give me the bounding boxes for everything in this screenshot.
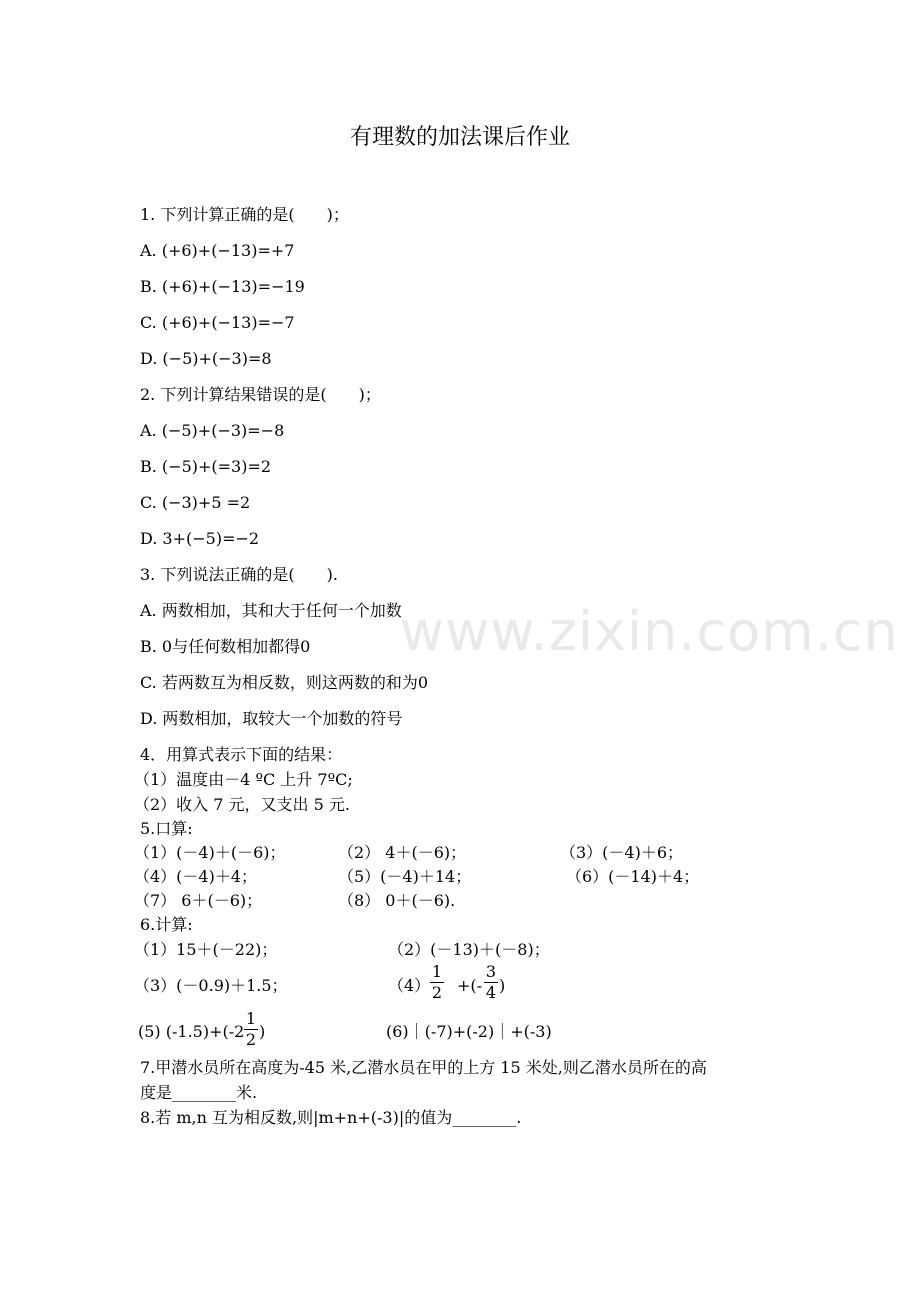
fraction-denominator: 2	[245, 1030, 257, 1049]
q5-item-4: （4）(－4)＋4；	[134, 867, 258, 886]
q8-line: 8.若 m,n 互为相反数,则|m+n+(-3)|的值为________.	[140, 1108, 522, 1127]
q3-stem: 3. 下列说法正确的是( ).	[140, 565, 338, 584]
fraction-numerator: 1	[245, 1009, 257, 1028]
q1-option-d: D. (−5)+(−3)=8	[140, 349, 272, 368]
q2-stem: 2. 下列计算结果错误的是( )；	[140, 385, 381, 404]
q6-part-4-middle: +(-	[457, 976, 483, 995]
q5-stem: 5.口算:	[140, 819, 193, 838]
q1-stem: 1. 下列计算正确的是( )；	[140, 205, 349, 224]
fraction-denominator: 2	[431, 983, 443, 1002]
q7-line-2: 度是________米.	[140, 1083, 258, 1102]
q2-option-a: A. (−5)+(−3)=−8	[140, 421, 285, 440]
q5-item-2: （2） 4＋(－6)；	[338, 843, 467, 862]
q5-item-1: （1）(－4)＋(－6)；	[134, 843, 286, 862]
q3-option-d: D. 两数相加，取较大一个加数的符号	[140, 709, 403, 728]
q3-option-c: C. 若两数互为相反数，则这两数的和为0	[140, 673, 429, 692]
q5-item-5: （5）(－4)＋14；	[338, 867, 472, 886]
q1-option-a: A. (+6)+(−13)=+7	[140, 241, 295, 260]
q6-part-4-fraction-1	[430, 963, 444, 1002]
q6-part-3: （3）(－0.9)＋1.5；	[134, 976, 288, 995]
q3-option-b: B. 0与任何数相加都得0	[140, 637, 311, 656]
q3-option-a: A. 两数相加，其和大于任何一个加数	[140, 601, 402, 620]
q1-option-c: C. (+6)+(−13)=−7	[140, 313, 295, 332]
fraction-numerator: 1	[431, 962, 443, 981]
q6-stem: 6.计算:	[140, 915, 193, 934]
page-title: 有理数的加法课后作业	[349, 125, 570, 150]
fraction-numerator: 3	[485, 962, 497, 981]
q5-item-6: （6）(－14)＋4；	[566, 867, 700, 886]
q4-part-2: （2）收入 7 元，又支出 5 元.	[134, 795, 350, 814]
q5-item-7: （7） 6＋(－6)；	[134, 891, 263, 910]
q6-part-2: （2）(－13)＋(－8)；	[388, 940, 550, 959]
q6-part-4-close: )	[499, 976, 506, 995]
q6-part-5-prefix: (5) (-1.5)+(-2	[138, 1022, 245, 1041]
q2-option-b: B. (−5)+(=3)=2	[140, 457, 272, 476]
q5-item-8: （8） 0＋(－6).	[338, 891, 456, 910]
q1-option-b: B. (+6)+(−13)=−19	[140, 277, 305, 296]
q4-stem: 4．用算式表示下面的结果：	[140, 745, 343, 764]
q6-part-6: (6)｜(-7)+(-2)｜+(-3)	[386, 1022, 552, 1041]
q2-option-d: D. 3+(−5)=−2	[140, 529, 260, 548]
q7-line-1: 7.甲潜水员所在高度为-45 米,乙潜水员在甲的上方 15 米处,则乙潜水员所在的高	[140, 1058, 707, 1077]
q6-part-4-prefix: （4）	[388, 976, 431, 995]
watermark: www.zixin.com.cn	[400, 600, 899, 663]
q2-option-c: C. (−3)+5 =2	[140, 493, 251, 512]
q4-part-1: （1）温度由－4 ºC 上升 7ºC;	[134, 770, 353, 789]
q6-part-1: （1）15＋(－22)；	[134, 940, 278, 959]
q6-part-4-fraction-2	[484, 963, 498, 1002]
q6-part-5-fraction	[244, 1010, 258, 1049]
q6-part-5-close: )	[259, 1022, 266, 1041]
q5-item-3: （3）(－4)＋6；	[560, 843, 684, 862]
fraction-denominator: 4	[485, 983, 497, 1002]
